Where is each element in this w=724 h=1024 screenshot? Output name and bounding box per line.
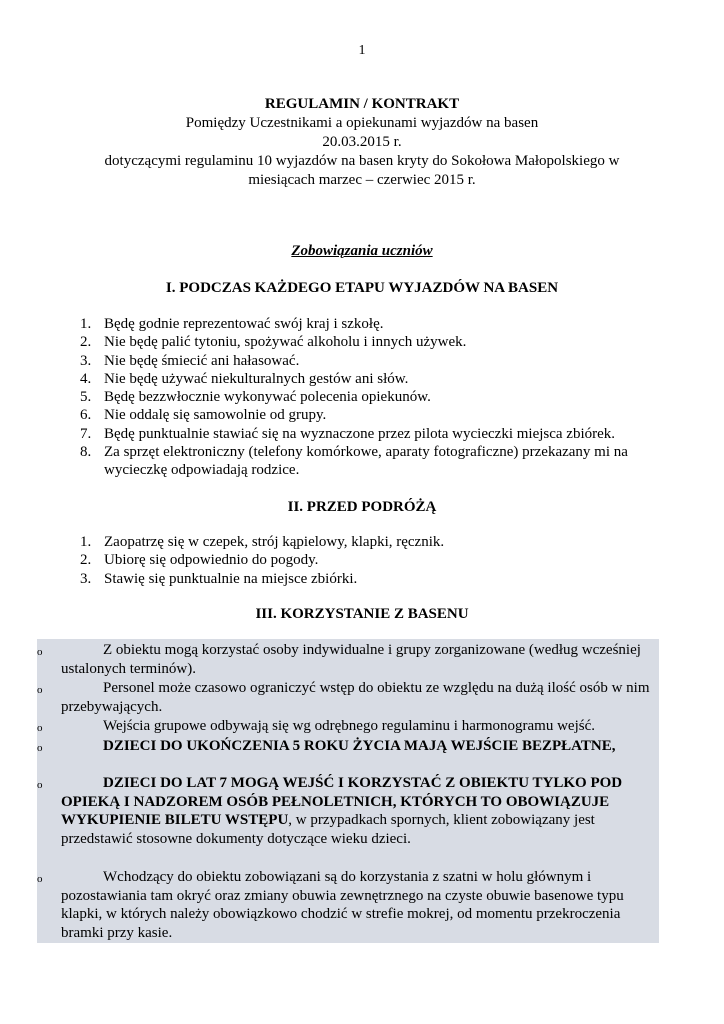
item-text: Nie będę śmiecić ani hałasować. — [104, 352, 300, 369]
item-number: 3. — [80, 352, 92, 369]
list-item — [80, 315, 670, 333]
list-item — [80, 551, 670, 569]
rule-text: Personel może czasowo ograniczyć wstęp do obiektu ze względu na dużą ilość osób w nim przebywających. — [61, 680, 650, 715]
header-line-4: miesiącach marzec – czerwiec 2015 r. — [248, 172, 476, 188]
bullet-icon: o — [37, 646, 43, 658]
list-item — [80, 333, 670, 351]
pool-rule-item — [37, 641, 659, 678]
bullet-icon: o — [37, 684, 43, 696]
pool-rule-item — [37, 868, 659, 942]
pool-rule-item — [37, 717, 659, 736]
item-number: 5. — [80, 389, 92, 406]
header-date: 20.03.2015 r. — [322, 134, 402, 150]
section-2-list — [80, 533, 670, 588]
rule-text: , w przypadkach spornych, klient zobowiązany jest przedstawić stosowne dokumenty dotyczące wieku dzieci. — [61, 812, 595, 847]
pool-rule-item — [37, 774, 659, 848]
list-item — [80, 570, 670, 588]
obligations-heading: Zobowiązania uczniów — [291, 243, 433, 259]
pool-rule-item — [37, 679, 659, 716]
page-number: 1 — [358, 43, 366, 58]
item-text: Za sprzęt elektroniczny (telefony komórkowe, aparaty fotograficzne) przekazany mi na wycieczkę odpowiadają rodzice. — [104, 444, 628, 479]
rule-bold-text: DZIECI DO UKOŃCZENIA 5 ROKU ŻYCIA MAJĄ WEJŚCIE BEZPŁATNE, — [103, 738, 616, 754]
item-number: 2. — [80, 552, 92, 569]
item-text: Będę bezzwłocznie wykonywać polecenia opiekunów. — [104, 389, 431, 406]
list-item — [80, 425, 670, 443]
list-item — [80, 443, 670, 480]
pool-rule-item — [37, 737, 659, 756]
item-text: Ubiorę się odpowiednio do pogody. — [104, 552, 319, 569]
header-line-3: dotyczącymi regulaminu 10 wyjazdów na basen kryty do Sokołowa Małopolskiego w — [104, 153, 620, 169]
bullet-icon: o — [37, 873, 43, 885]
section-1-list — [80, 315, 670, 480]
rule-text: Z obiektu mogą korzystać osoby indywidualne i grupy zorganizowane (według wcześniej ustalonych terminów). — [61, 642, 641, 677]
document-title: REGULAMIN / KONTRAKT — [264, 96, 460, 112]
bullet-icon: o — [37, 742, 43, 754]
bullet-icon: o — [37, 779, 43, 791]
item-number: 2. — [80, 334, 92, 351]
item-number: 7. — [80, 425, 92, 442]
rule-bold-text: DZIECI DO LAT 7 MOGĄ WEJŚĆ I KORZYSTAĆ Z OBIEKTU TYLKO POD OPIEKĄ I NADZOREM OSÓB PEŁNOLETNICH, KTÓRYCH TO OBOWIĄZUJE WYKUPIENIE BILETU WSTĘPU — [61, 775, 623, 829]
list-item — [80, 370, 670, 388]
list-item — [80, 533, 670, 551]
item-number: 6. — [80, 407, 92, 424]
list-item — [80, 352, 670, 370]
section-1-heading: I. PODCZAS KAŻDEGO ETAPU WYJAZDÓW NA BASEN — [165, 280, 559, 296]
item-text: Nie będę palić tytoniu, spożywać alkoholu i innych używek. — [104, 334, 467, 351]
rule-text: Wejścia grupowe odbywają się wg odrębnego regulaminu i harmonogramu wejść. — [103, 718, 595, 734]
rule-text: Wchodzący do obiektu zobowiązani są do korzystania z szatni w holu głównym i pozostawiania tam okryć oraz zmiany obuwia zewnętrznego na czyste obuwie basenowe typu klapki, w których należy obowiązkowo chodzić w strefie mokrej, od momentu przekroczenia bramki przy kasie. — [61, 869, 624, 941]
list-item — [80, 388, 670, 406]
item-number: 8. — [80, 444, 92, 461]
section-3-heading: III. KORZYSTANIE Z BASENU — [255, 606, 469, 622]
header-line-1: Pomiędzy Uczestnikami a opiekunami wyjazdów na basen — [185, 115, 539, 131]
bullet-icon: o — [37, 722, 43, 734]
item-text: Będę godnie reprezentować swój kraj i szkołę. — [104, 316, 384, 332]
item-text: Będę punktualnie stawiać się na wyznaczone przez pilota wycieczki miejsca zbiórek. — [104, 425, 616, 442]
item-number: 1. — [80, 316, 92, 332]
item-number: 1. — [80, 534, 92, 550]
item-text: Nie będę używać niekulturalnych gestów ani słów. — [104, 370, 409, 387]
item-number: 4. — [80, 370, 92, 387]
item-text: Nie oddalę się samowolnie od grupy. — [104, 407, 327, 424]
document-header — [60, 95, 664, 190]
item-number: 3. — [80, 570, 92, 587]
item-text: Stawię się punktualnie na miejsce zbiórki. — [104, 570, 358, 587]
section-2-heading: II. PRZED PODRÓŻĄ — [287, 499, 437, 515]
list-item — [80, 406, 670, 424]
item-text: Zaopatrzę się w czepek, strój kąpielowy, klapki, ręcznik. — [104, 534, 445, 550]
